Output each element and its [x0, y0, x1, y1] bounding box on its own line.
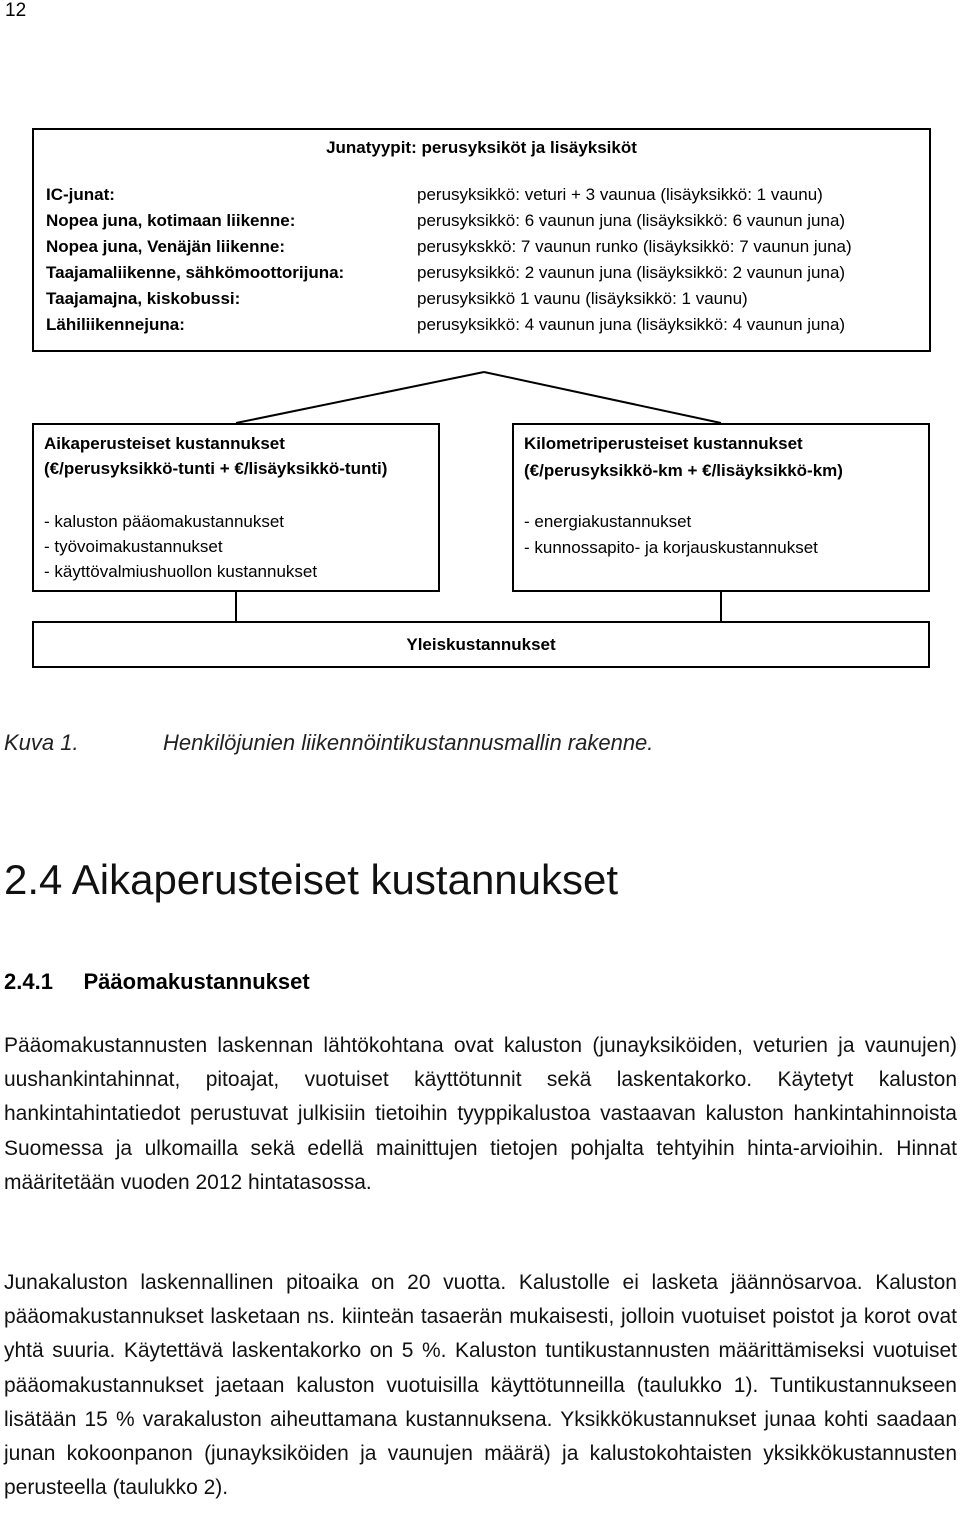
train-types-box — [32, 128, 931, 352]
train-type-name: Nopea juna, kotimaan liikenne: — [46, 211, 296, 230]
km-costs-title: Kilometriperusteiset kustannukset — [524, 434, 803, 453]
figure-caption-text: Henkilöjunien liikennöintikustannusmallin rakenne. — [163, 730, 654, 755]
km-based-costs-box — [512, 423, 930, 592]
time-based-costs-box — [32, 423, 440, 592]
cost-item: - käyttövalmiushuollon kustannukset — [44, 562, 318, 581]
train-type-description: perusyksikkö: 4 vaunun juna (lisäyksikkö: 4 vaunun juna) — [417, 315, 846, 334]
time-costs-unit: (€/perusyksikkö-tunti + €/lisäyksikkö-tunti) — [44, 459, 388, 478]
cost-item: - kaluston pääomakustannukset — [44, 512, 285, 531]
page-number: 12 — [5, 0, 27, 21]
train-type-name: Taajamaliikenne, sähkömoottorijuna: — [46, 263, 345, 282]
figure-caption-label: Kuva 1. — [4, 730, 79, 755]
connector-line — [484, 372, 721, 423]
figure-title: Junatyypit: perusyksiköt ja lisäyksiköt — [326, 138, 637, 157]
cost-item: - työvoimakustannukset — [44, 537, 223, 556]
connector-line — [236, 372, 484, 423]
train-type-name: Nopea juna, Venäjän liikenne: — [46, 237, 286, 256]
train-type-name: Taajamajna, kiskobussi: — [46, 289, 241, 308]
train-type-description: perusykskkö: 7 vaunun runko (lisäyksikkö: 7 vaunun juna) — [417, 237, 852, 256]
train-type-name: IC-junat: — [46, 185, 115, 204]
train-type-description: perusyksikkö: veturi + 3 vaunua (lisäyksikkö: 1 vaunu) — [417, 185, 823, 204]
body-paragraph: Pääomakustannusten laskennan lähtökohtana ovat kaluston (junayksiköiden, veturien ja vaunujen) uushankintahinnat, pitoajat, vuotuiset käyttötunnit sekä laskentakorko. Käytetyt kaluston hankintahintatiedot perustuvat julkisiin tietoihin tyyppikalustoa vastaavan kaluston hankintahinnoista Suomessa ja ulkomailla sekä edellä mainittujen tietojen pohjalta tehtyihin hinta-arvioihin. Hinnat määritetään vuoden 2012 hintatasossa. — [4, 1034, 957, 1194]
train-type-name: Lähiliikennejuna: — [46, 315, 185, 334]
body-paragraph: Junakaluston laskennallinen pitoaika on 20 vuotta. Kalustolle ei lasketa jäännösarvoa. Kaluston pääomakustannukset lasketaan ns. kiinteän tasaerän mukaisesti, jolloin vuotuiset poistot ja korot ovat yhtä suuria. Käytettävä laskentakorko on 5 %. Kaluston tuntikustannusten määrittämiseksi vuotuiset pääomakustannukset jaetaan kaluston vuotuisilla käyttötunneilla (taulukko 1). Tuntikustannukseen lisätään 15 % varakaluston aiheuttamana kustannuksena. Yksikkökustannukset junaa kohti saadaan junan kokoonpanon (junayksiköiden ja vaunujen määrä) ja kalustokohtaisten yksikkökustannusten perusteella (taulukko 2). — [4, 1271, 957, 1500]
train-type-description: perusyksikkö: 2 vaunun juna (lisäyksikkö: 2 vaunun juna) — [417, 263, 846, 282]
train-type-description: perusyksikkö: 6 vaunun juna (lisäyksikkö: 6 vaunun juna) — [417, 211, 846, 230]
time-costs-title: Aikaperusteiset kustannukset — [44, 434, 285, 453]
cost-item: - kunnossapito- ja korjauskustannukset — [524, 538, 818, 557]
subsection-heading: 2.4.1 Pääomakustannukset — [4, 969, 310, 994]
km-costs-unit: (€/perusyksikkö-km + €/lisäyksikkö-km) — [524, 461, 843, 480]
section-heading: 2.4 Aikaperusteiset kustannukset — [4, 856, 619, 903]
cost-item: - energiakustannukset — [524, 512, 692, 531]
train-type-description: perusyksikkö 1 vaunu (lisäyksikkö: 1 vaunu) — [417, 289, 748, 308]
general-costs-box: Yleiskustannukset — [32, 621, 930, 668]
